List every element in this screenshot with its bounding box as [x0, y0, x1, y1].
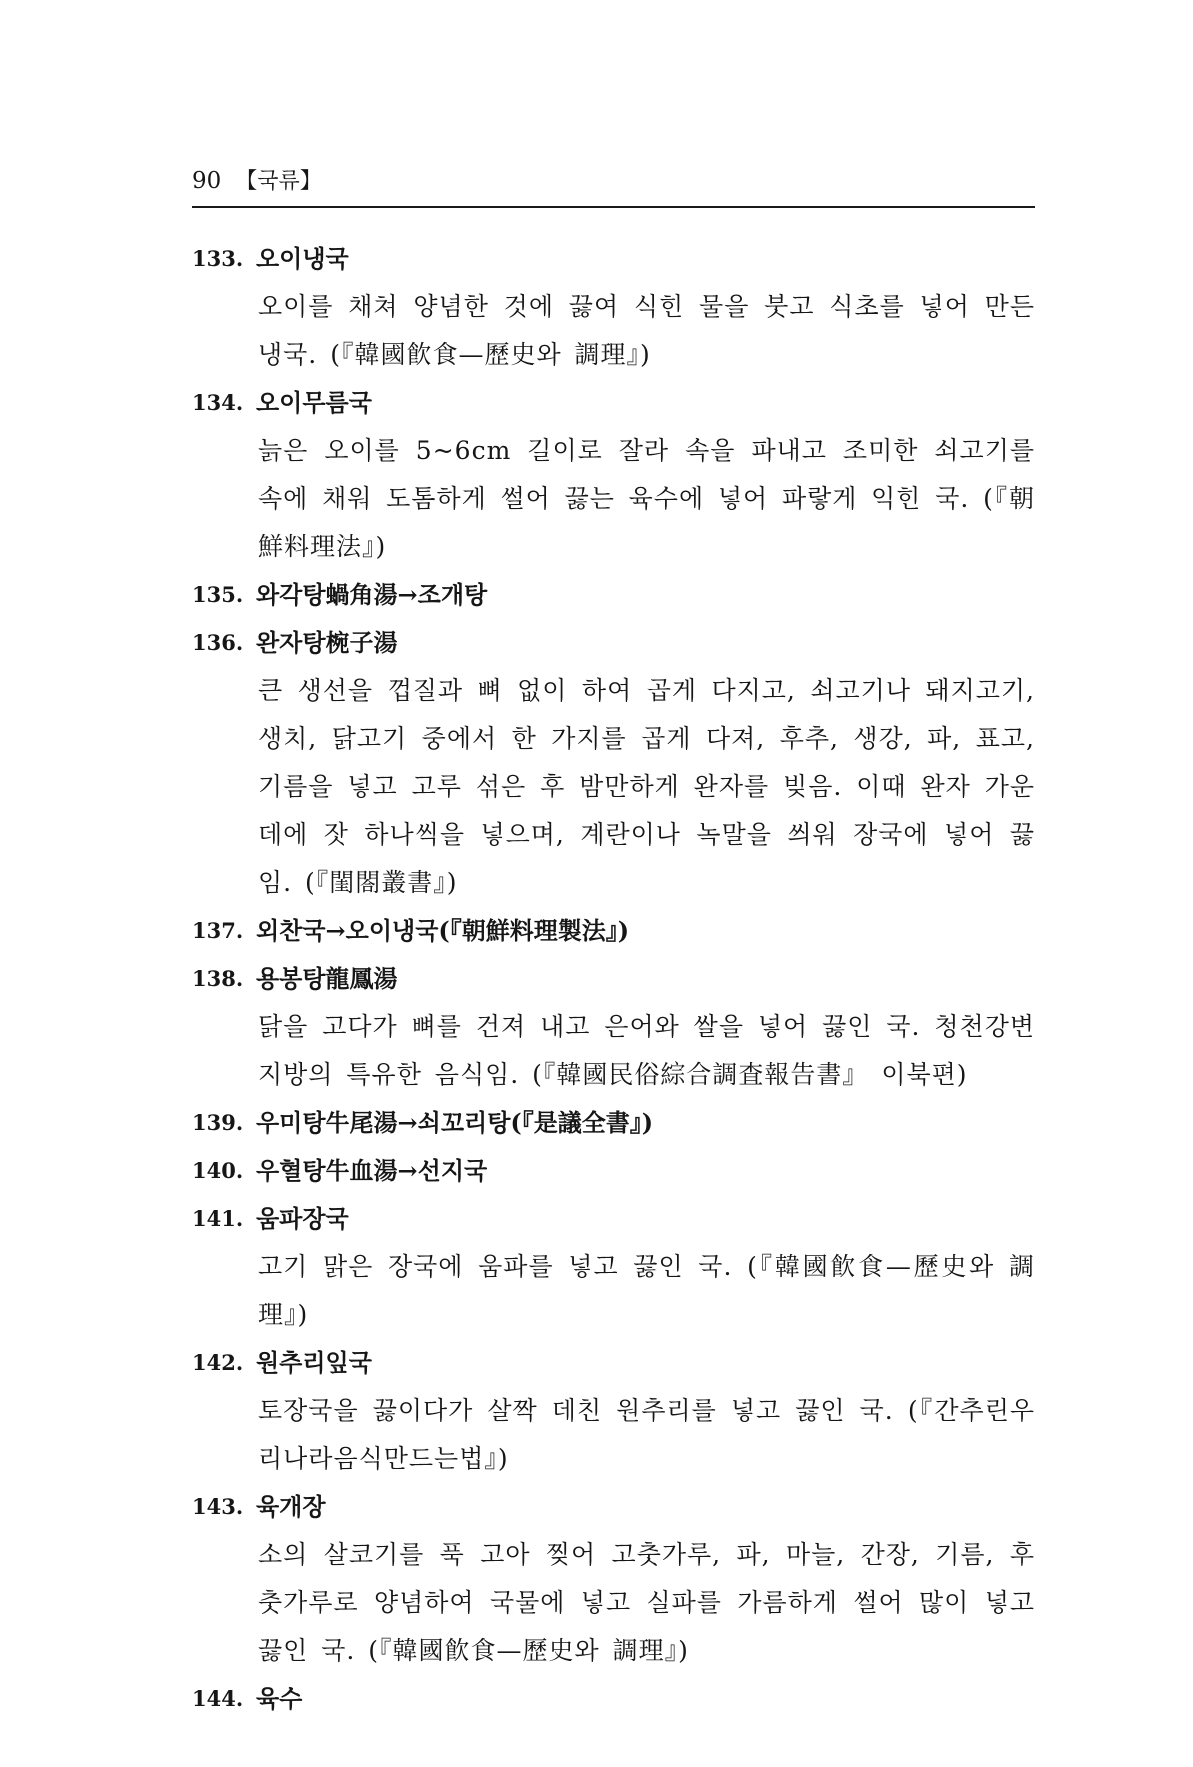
- entry-135: [192, 571, 1035, 619]
- entry-137: [192, 907, 1035, 955]
- entry-description: 고기 맑은 장국에 움파를 넣고 끓인 국. (『韓國飮食—歷史와 調理』): [258, 1252, 1035, 1329]
- entry-134: [192, 379, 1035, 571]
- entry-title: 움파장국: [256, 1204, 349, 1233]
- entry-133: [192, 235, 1035, 379]
- entry-heading: [192, 1339, 1035, 1387]
- entry-141: [192, 1195, 1035, 1339]
- entry-number: 137.: [192, 918, 244, 943]
- page-number: 90: [192, 168, 222, 194]
- entry-title: 와각탕蝸角湯→조개탕: [256, 580, 488, 609]
- entry-heading: [192, 1483, 1035, 1531]
- header-rule: [192, 206, 1035, 208]
- entry-heading: [192, 571, 1035, 619]
- entry-title: 육개장: [256, 1492, 326, 1521]
- entry-heading: [192, 1675, 1035, 1723]
- entry-description: 오이를 채쳐 양념한 것에 끓여 식힌 물을 붓고 식초를 넣어 만든 냉국. (『韓國飮食—歷史와 調理』): [258, 292, 1035, 369]
- entry-list: [192, 235, 1035, 1723]
- entry-number: 138.: [192, 966, 244, 991]
- entry-143: [192, 1483, 1035, 1675]
- entry-description: 소의 살코기를 푹 고아 찢어 고춧가루, 파, 마늘, 간장, 기름, 후춧가루로 양념하여 국물에 넣고 실파를 가름하게 썰어 많이 넣고 끓인 국. (『韓國飮食—歷史와 調理』): [258, 1540, 1035, 1665]
- book-page: [192, 164, 1035, 1723]
- entry-heading: [192, 379, 1035, 427]
- entry-139: [192, 1099, 1035, 1147]
- entry-144: [192, 1675, 1035, 1723]
- entry-heading: [192, 1099, 1035, 1147]
- entry-title: 원추리잎국: [256, 1348, 372, 1377]
- entry-title: 오이냉국: [256, 244, 349, 273]
- entry-heading: [192, 1147, 1035, 1195]
- entry-title: 외찬국→오이냉국(『朝鮮料理製法』): [256, 916, 630, 945]
- section-label: 【국류】: [235, 169, 322, 194]
- entry-136: [192, 619, 1035, 907]
- entry-description: 토장국을 끓이다가 살짝 데친 원추리를 넣고 끓인 국. (『간추린우리나라음식만드는법』): [258, 1396, 1035, 1473]
- running-head: [192, 164, 1035, 204]
- entry-number: 139.: [192, 1110, 244, 1135]
- entry-heading: [192, 907, 1035, 955]
- entry-number: 136.: [192, 630, 244, 655]
- entry-140: [192, 1147, 1035, 1195]
- entry-number: 142.: [192, 1350, 244, 1375]
- entry-142: [192, 1339, 1035, 1483]
- entry-heading: [192, 619, 1035, 667]
- entry-title: 육수: [256, 1684, 303, 1713]
- entry-number: 135.: [192, 582, 244, 607]
- entry-number: 133.: [192, 246, 244, 271]
- entry-number: 140.: [192, 1158, 244, 1183]
- entry-heading: [192, 955, 1035, 1003]
- entry-description: 큰 생선을 껍질과 뼈 없이 하여 곱게 다지고, 쇠고기나 돼지고기, 생치, 닭고기 중에서 한 가지를 곱게 다져, 후추, 생강, 파, 표고, 기름을 넣고 고루 섞은 후 밤만하게 완자를 빚음. 이때 완자 가운데에 잣 하나씩을 넣으며, 계란이나 녹말을 씌워 장국에 넣어 끓임. (『閨閤叢書』): [258, 676, 1035, 897]
- entry-title: 완자탕椀子湯: [256, 628, 398, 657]
- entry-title: 우혈탕牛血湯→선지국: [256, 1156, 488, 1185]
- entry-number: 134.: [192, 390, 244, 415]
- entry-138: [192, 955, 1035, 1099]
- entry-heading: [192, 1195, 1035, 1243]
- entry-number: 144.: [192, 1686, 244, 1711]
- entry-number: 143.: [192, 1494, 244, 1519]
- entry-title: 우미탕牛尾湯→쇠꼬리탕(『是議全書』): [256, 1108, 654, 1137]
- entry-title: 용봉탕龍鳳湯: [256, 964, 398, 993]
- entry-title: 오이무름국: [256, 388, 372, 417]
- entry-description: 닭을 고다가 뼈를 건져 내고 은어와 쌀을 넣어 끓인 국. 청천강변 지방의 특유한 음식임. (『韓國民俗綜合調査報告書』 이북편): [258, 1012, 1035, 1089]
- entry-description: 늙은 오이를 5~6cm 길이로 잘라 속을 파내고 조미한 쇠고기를 속에 채워 도톰하게 썰어 끓는 육수에 넣어 파랗게 익힌 국. (『朝鮮料理法』): [258, 436, 1035, 561]
- entry-heading: [192, 235, 1035, 283]
- entry-number: 141.: [192, 1206, 244, 1231]
